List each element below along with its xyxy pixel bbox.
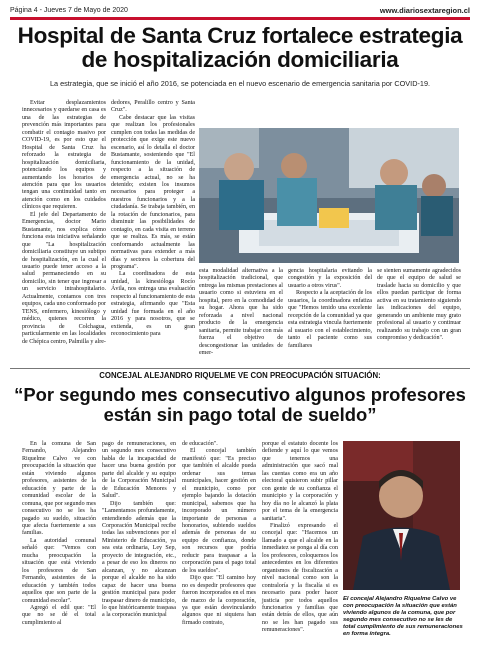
article1-paragraph: Cabe destacar que las visitas que realizan los profesionales cumplen con todas las medidas de protección que exige este nuevo escenario, así lo detalla el doctor Bustamante, sosteniendo que "El funcionamiento de la unidad, respecto a la situación de emergencia actual, no se ha detenido; existen los insumos necesarios para proteger a nuestros funcionarios y a la ciudadanía. Se trabaja también, en la rotación de funcionarios, para disminuir las posibilidades de contagio, en cada visita en terreno que se realiza. Es más, se están conformando actualmente las normativas para extender a más días y sectores la cobertura del programa".	[111, 114, 195, 270]
photo-caption: El concejal Alejandro Riquelme Calvo ve con preocupación la situación que están viviendo algunos de la comuna, que por segundo mes consecutivo no se les de total cumplimiento de sus remuneraciones en forma íntegra.	[343, 596, 463, 637]
photo-illustration	[199, 128, 459, 263]
article1-paragraph: esta modalidad alternativa a la hospitalización tradicional, que entrega las mismas prestaciones al usuario como si estuviera en el hospital, pero en la comodidad de su hogar. Ahora que ha sido reforzada a nivel nacional producto de la emergencia sanitaria, permite trabajar con más fuerza el objetivo de descongestionar las unidades de emer-	[199, 268, 283, 356]
article1-column-4	[288, 268, 372, 350]
article2-paragraph: Dijo que: "El camino hoy no es despedir profesores que fueron incorporados en el mes de marzo de la corporación, ya que están desvinculando algunos que ni siquiera han firmado contrato,	[182, 575, 256, 626]
article2-column-1	[22, 441, 96, 627]
article1-paragraph: se sienten sumamente agradecidos de que el equipo de salud se traslade hacia su domicilio y que ellos puedan participar de forma activa en su tratamiento siguiendo las indicaciones del equipo, generando un ambiente muy grato profesional al usuario y continuar realizando su trabajo con un gran compromiso y dedicación".	[377, 268, 461, 342]
article2-column-2	[102, 441, 176, 620]
portrait-illustration	[343, 441, 460, 590]
article2-headline: “Por segundo mes consecutivo algunos profesores están sin pago total de sueldo”	[14, 384, 466, 425]
article1-paragraph: Evitar desplazamientos innecesarios y quedarse en casa es una de las estrategias de prevención más importantes para combatir el contagio masivo por COVID-19, es por esto que el Hospital de Santa Cruz ha reforzado la estrategia de hospitalización domiciliaria, potenciando los equipos y aumentando los horarios de atención para que los usuarios tengan una continuidad tanto en atención como en los cuidados clínicos que requieren.	[22, 100, 106, 211]
site-url[interactable]: www.diariosextaregion.cl	[379, 5, 470, 15]
article2-kicker: CONCEJAL ALEJANDRO RIQUELME VE CON PREOCUPACIÓN SITUACIÓN:	[99, 371, 381, 380]
article2-paragraph: pago de remuneraciones, en un segundo mes consecutivo habla de la incapacidad de hacer una buena gestión por parte del alcalde y su equipo de la Corporación Municipal de Educación Menores y Salud".	[102, 441, 176, 500]
article1-column-1	[22, 100, 106, 346]
article1-headline: Hospital de Santa Cruz fortalece estrategia de hospitalización domiciliaria	[17, 23, 463, 72]
article1-column-3	[199, 268, 283, 357]
article2-paragraph: En la comuna de San Fernando, Alejandro Riquelme Calvo ve con preocupación la situación que están viviendo algunos profesores, asistentes de la educación y parte de la comunidad escolar de la comuna, que por segundo mes consecutivo no se les ha pagado su sueldo, situación que afecta fuertemente a sus familias.	[22, 441, 96, 537]
article2-paragraph: porque el estatuto docente los defiende y aquí lo que vemos que tenemos una administración que sacó mal las cuentas como era un año electoral quisieron subir pillar con gente de su confianza el municipio y la corporación y hoy día no le alcanzó la plata por el tema de la emergencia sanitaria".	[262, 441, 338, 522]
article1-paragraph: La coordinadora de esta unidad, la kinesióloga Rocío Ávila, nos entrega una evaluación respecto al funcionamiento de esta estrategia, afirmando que "Esta unidad fue formada en el año 2016 y para nosotros, que se extienda, es un gran reconocimiento para	[111, 271, 195, 338]
article1-column-5	[377, 268, 461, 343]
article1-paragraph: dedores, Peralillo centro y Santa Cruz".	[111, 100, 195, 114]
article2-column-3	[182, 441, 256, 627]
header-rule	[10, 17, 470, 20]
article2-paragraph: Finalizó expresando el concejal que: "Hacemos un llamado a que el alcalde en la inmediatez se ponga al día con los profesores, coloquemos los antecedentes en los diferentes organismos de fiscalización a nivel nacional como son la contraloría y la fiscalía si es necesario para poder hacer justicia por todos aquellos funcionarios y familias que están detrás de ellos, que aún no se les han pagado sus remuneraciones".	[262, 522, 338, 634]
page-info: Página 4 - Jueves 7 de Mayo de 2020	[10, 6, 128, 14]
article1-subhead: La estrategia, que se inició el año 2016, se potenciada en el nuevo escenario de emergencia sanitaria por COVID-19.	[49, 79, 431, 88]
councilman-portrait-photo	[343, 441, 460, 590]
hospital-team-photo	[199, 128, 459, 263]
article1-paragraph: Respecto a la aceptación de los usuarios, la coordinadora enfatiza que "Hemos tenido una excelente recepción de la comunidad ya que esta estrategia vincula fuertemente al usuario con el establecimiento, tanto el paciente como sus familiares	[288, 290, 372, 349]
article1-column-2	[111, 100, 195, 339]
article2-paragraph: Agregó el edil que: "El que no se dé el total cumplimiento al	[22, 604, 96, 626]
article2-column-4	[262, 441, 338, 635]
article1-paragraph: El jefe del Departamento de Emergencias, doctor Mario Bustamante, nos explica cómo funciona esta iniciativa señalando que "La hospitalización domiciliaria constituye un subtipo de hospitalización, en la cual el usuario puede tener acceso a la salud permaneciendo en su domicilio, sin tener que ingresar a un servicio intrahospitalario. Actualmente, contamos con tres equipos, cada uno conformado por TENS, enfermero, kinesiólogo y médico, quienes recorren la provincia de Colchagua, particularmente en las localidades de Chépica centro, Palmilla y alre-	[22, 211, 106, 345]
article2-paragraph: Dijo también que: "Lamentamos profundamente, entendiendo además que la Corporación Municipal recibe todas las subvenciones por el Ministerio de Educación, ya sea esta ordinaria, Ley Sep, proyecto de integración, etc., a pesar de eso los dineros no alcanzan, y no alcanzan porque el alcalde no ha sido capaz de hacer una buena gestión municipal para poder traspasar dinero de municipio, lo que históricamente traspasa a la corporación municipal	[102, 500, 176, 619]
article2-paragraph: El concejal también manifestó que: "Es preciso que también el alcalde pueda ordenar sus temas municipales, hacer gestión en el municipio, como por ejemplo bajando la dotación municipal, sabemos que ha incorporado un número importante de personas a honorarios, subiendo sueldos además de personas de su equipo de confianza, donde son recursos que podría reducir para traspasar a la corporación para el pago total de los sueldos".	[182, 448, 256, 574]
article1-paragraph: gencia hospitalaria evitando la congestión y la exposición del usuario a otros virus".	[288, 268, 372, 289]
article2-paragraph: La autoridad comunal señaló que: "Vemos con mucha preocupación la situación que está viviendo los profesores de San Fernando, asistentes de la educación y también todos aquellos que son parte de la comunidad escolar".	[22, 537, 96, 604]
section-divider	[10, 368, 470, 369]
page-header	[10, 4, 470, 16]
article2-paragraph: de educación".	[182, 441, 218, 447]
